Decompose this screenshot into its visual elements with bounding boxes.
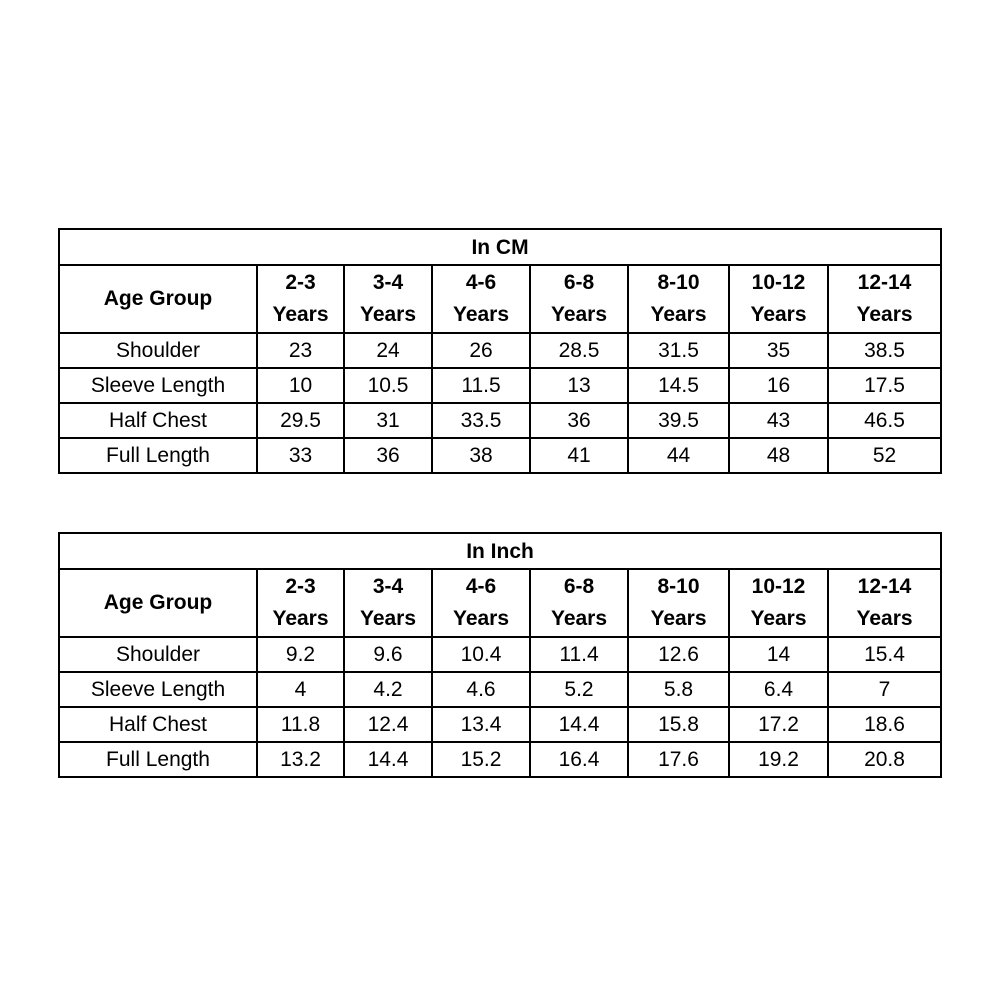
table-cell: 16 (729, 368, 828, 403)
table-cell: 7 (828, 672, 941, 707)
row-label: Full Length (59, 742, 257, 777)
age-range: 4-6 (465, 575, 497, 598)
column-header (828, 569, 941, 637)
table-title-row (59, 533, 941, 569)
row-label: Shoulder (59, 333, 257, 368)
table-cell: 10.5 (344, 368, 432, 403)
column-header (729, 569, 828, 637)
table-row (59, 438, 941, 473)
table-cell: 11.8 (257, 707, 344, 742)
age-range: 12-14 (857, 575, 912, 598)
column-header (530, 569, 628, 637)
table-header-row (59, 569, 941, 637)
age-unit: Years (650, 607, 707, 630)
table-cell: 11.4 (530, 637, 628, 672)
table-cell: 4 (257, 672, 344, 707)
table-cell: 12.4 (344, 707, 432, 742)
table-cell: 31.5 (628, 333, 729, 368)
table-cell: 10.4 (432, 637, 530, 672)
table-cell: 6.4 (729, 672, 828, 707)
table-cell: 20.8 (828, 742, 941, 777)
table-cell: 4.2 (344, 672, 432, 707)
age-unit: Years (452, 607, 510, 630)
table-cell: 13.2 (257, 742, 344, 777)
corner-label: Age Group (59, 569, 257, 637)
table-cell: 33 (257, 438, 344, 473)
table-row (59, 333, 941, 368)
table-cell: 31 (344, 403, 432, 438)
column-header (344, 265, 432, 333)
age-unit: Years (359, 303, 417, 326)
table-cell: 15.2 (432, 742, 530, 777)
table-header-row (59, 265, 941, 333)
table-cell: 14.4 (530, 707, 628, 742)
table-cell: 24 (344, 333, 432, 368)
table-row (59, 637, 941, 672)
age-unit: Years (856, 607, 913, 630)
table-cell: 10 (257, 368, 344, 403)
age-unit: Years (550, 607, 608, 630)
table-cell: 39.5 (628, 403, 729, 438)
column-header (628, 265, 729, 333)
size-table-cm (58, 228, 942, 474)
column-header (344, 569, 432, 637)
age-range: 10-12 (751, 575, 806, 598)
table-row (59, 672, 941, 707)
age-unit: Years (750, 303, 807, 326)
table-cell: 35 (729, 333, 828, 368)
row-label: Half Chest (59, 707, 257, 742)
table-cell: 13.4 (432, 707, 530, 742)
table-cell: 4.6 (432, 672, 530, 707)
row-label: Shoulder (59, 637, 257, 672)
table-row (59, 707, 941, 742)
age-range: 6-8 (563, 575, 595, 598)
table-cell: 36 (344, 438, 432, 473)
age-range: 6-8 (563, 271, 595, 294)
table-cell: 12.6 (628, 637, 729, 672)
table-cell: 11.5 (432, 368, 530, 403)
table-cell: 17.5 (828, 368, 941, 403)
age-range: 8-10 (657, 271, 700, 294)
table-cell: 18.6 (828, 707, 941, 742)
table-cell: 16.4 (530, 742, 628, 777)
age-range: 12-14 (857, 271, 912, 294)
table-cell: 43 (729, 403, 828, 438)
table-title-row (59, 229, 941, 265)
age-unit: Years (750, 607, 807, 630)
table-cell: 14.5 (628, 368, 729, 403)
age-range: 3-4 (372, 575, 404, 598)
table-cell: 14 (729, 637, 828, 672)
age-range: 3-4 (372, 271, 404, 294)
table-cell: 36 (530, 403, 628, 438)
row-label: Sleeve Length (59, 368, 257, 403)
column-header (530, 265, 628, 333)
age-unit: Years (272, 303, 329, 326)
table-cell: 5.8 (628, 672, 729, 707)
table-cell: 13 (530, 368, 628, 403)
table-cell: 28.5 (530, 333, 628, 368)
table-cell: 52 (828, 438, 941, 473)
column-header (257, 265, 344, 333)
age-range: 10-12 (751, 271, 806, 294)
table-title: In CM (59, 229, 941, 265)
column-header (257, 569, 344, 637)
age-range: 2-3 (285, 575, 316, 598)
table-cell: 38.5 (828, 333, 941, 368)
size-table-inch (58, 532, 942, 778)
table-cell: 15.8 (628, 707, 729, 742)
row-label: Full Length (59, 438, 257, 473)
table-cell: 44 (628, 438, 729, 473)
table-cell: 38 (432, 438, 530, 473)
table-row (59, 742, 941, 777)
table-cell: 5.2 (530, 672, 628, 707)
table-cell: 23 (257, 333, 344, 368)
age-unit: Years (359, 607, 417, 630)
table-cell: 46.5 (828, 403, 941, 438)
column-header (628, 569, 729, 637)
table-cell: 9.6 (344, 637, 432, 672)
age-unit: Years (650, 303, 707, 326)
table-cell: 33.5 (432, 403, 530, 438)
column-header (828, 265, 941, 333)
age-range: 8-10 (657, 575, 700, 598)
age-unit: Years (452, 303, 510, 326)
column-header (432, 569, 530, 637)
table-cell: 19.2 (729, 742, 828, 777)
row-label: Half Chest (59, 403, 257, 438)
age-range: 4-6 (465, 271, 497, 294)
table-cell: 17.2 (729, 707, 828, 742)
age-unit: Years (272, 607, 329, 630)
row-label: Sleeve Length (59, 672, 257, 707)
age-unit: Years (856, 303, 913, 326)
table-title: In Inch (59, 533, 941, 569)
table-row (59, 368, 941, 403)
table-cell: 29.5 (257, 403, 344, 438)
table-cell: 17.6 (628, 742, 729, 777)
column-header (432, 265, 530, 333)
age-unit: Years (550, 303, 608, 326)
table-cell: 26 (432, 333, 530, 368)
age-range: 2-3 (285, 271, 316, 294)
table-cell: 14.4 (344, 742, 432, 777)
table-row (59, 403, 941, 438)
table-cell: 48 (729, 438, 828, 473)
column-header (729, 265, 828, 333)
table-cell: 41 (530, 438, 628, 473)
corner-label: Age Group (59, 265, 257, 333)
table-cell: 15.4 (828, 637, 941, 672)
table-cell: 9.2 (257, 637, 344, 672)
